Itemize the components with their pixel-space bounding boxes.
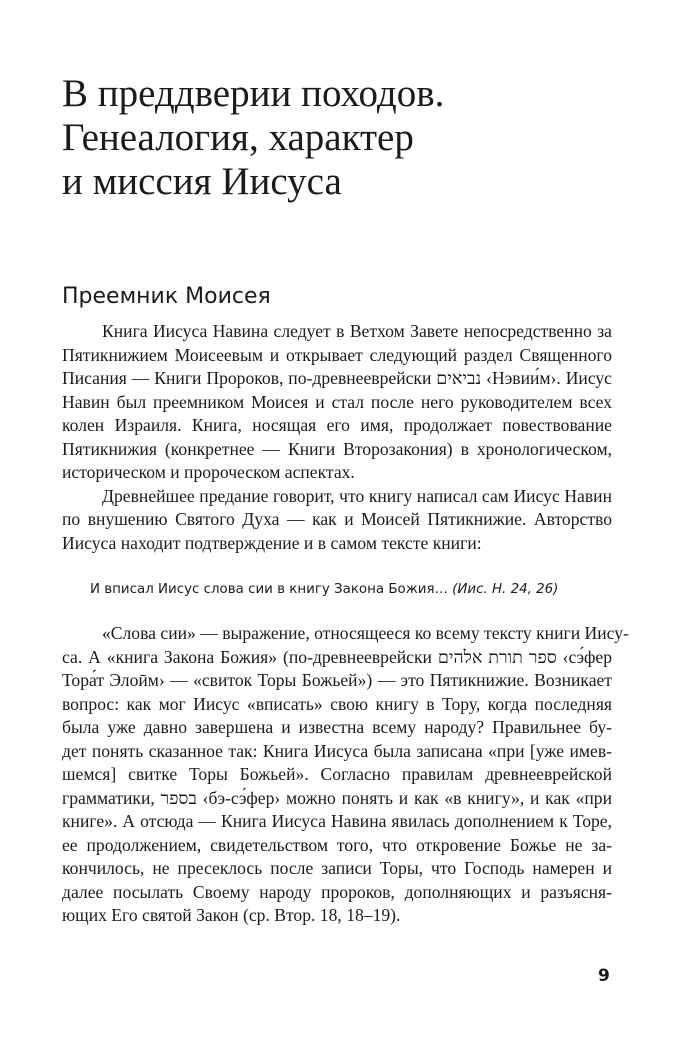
text-line: «Слова сии» — выражение, относящееся ко всему тексту книги Иису- [102,623,629,643]
text-line: Иисуса находит подтверждение и в самом тексте книги: [62,532,482,553]
text-line: грамматики, בספר ‹бэ-сэ́фер› можно понять и как «в книгу», и как «при [62,787,612,808]
text-line: шемся] свитке Торы Божьей». Согласно правилам древнееврейской [62,764,612,784]
scripture-quote [90,580,610,600]
paragraph-3 [62,622,629,928]
chapter-title-line: и миссия Иисуса [62,160,342,203]
text-line: историческом и пророческом аспектах. [62,462,355,482]
paragraph-2 [62,485,612,556]
text-line: са. А «книга Закона Божия» (по-древнееврейски ספר תורת אלהים ‹сэ́фер [62,646,612,667]
paragraph-1 [62,320,612,485]
text-line: Тора́т Элоӣм› — «свиток Торы Божьей») — это Пятикнижие. Возникает [62,670,612,690]
text-line: была уже давно завершена и известна всему народу? Правильнее бу- [62,717,612,737]
chapter-title-line: Генеалогия, характер [62,116,414,159]
quote-reference: (Иис. Н. 24, 26) [452,582,559,597]
text-line: Древнейшее предание говорит, что книгу написал сам Иисус Навин [102,485,612,506]
text-line: Писания — Книги Пророков, по-древнееврейски נביאים ‹Нэвии́м›. Иисус [62,368,612,388]
text-line: кончилось, не пресеклось после записи Торы, что Господь намерен и [62,858,612,878]
text-line: ее продолжением, свидетельством того, что откровение Божье не за- [62,834,612,855]
quote-text: И вписал Иисус слова сии в книгу Закона Божия… [90,582,453,597]
text-line: Книга Иисуса Навина следует в Ветхом Завете непосредственно за [102,321,612,341]
chapter-title-line: В преддверии походов. [62,72,445,115]
text-line: Навин был преемником Моисея и стал после него руководителем всех [62,391,612,412]
text-line: Пятикнижием Моисеевым и открывает следующий раздел Священного [62,344,612,365]
text-line: вопрос: как мог Иисус «вписать» свою книгу в Тору, когда последняя [62,693,612,714]
text-line: Пятикнижия (конкретнее — Книги Второзакония) в хронологическом, [62,438,612,459]
text-line: книге». А отсюда — Книга Иисуса Навина явилась дополнением к Торе, [62,811,612,831]
section-heading: Преемник Моисея [62,284,271,309]
text-line: дет понять сказанное так: Книга Иисуса была записана «при [уже имев- [62,740,612,761]
text-line: далее посылать Своему народу пророков, дополняющих и разъясня- [62,881,612,902]
text-line: по внушению Святого Духа — как и Моисей Пятикнижие. Авторство [62,509,612,529]
text-line: ющих Его святой Закон (ср. Втор. 18, 18–19). [62,905,401,925]
chapter-title [62,72,622,204]
page-number: 9 [598,966,610,986]
text-line: колен Израиля. Книга, носящая его имя, продолжает повествование [62,415,612,435]
